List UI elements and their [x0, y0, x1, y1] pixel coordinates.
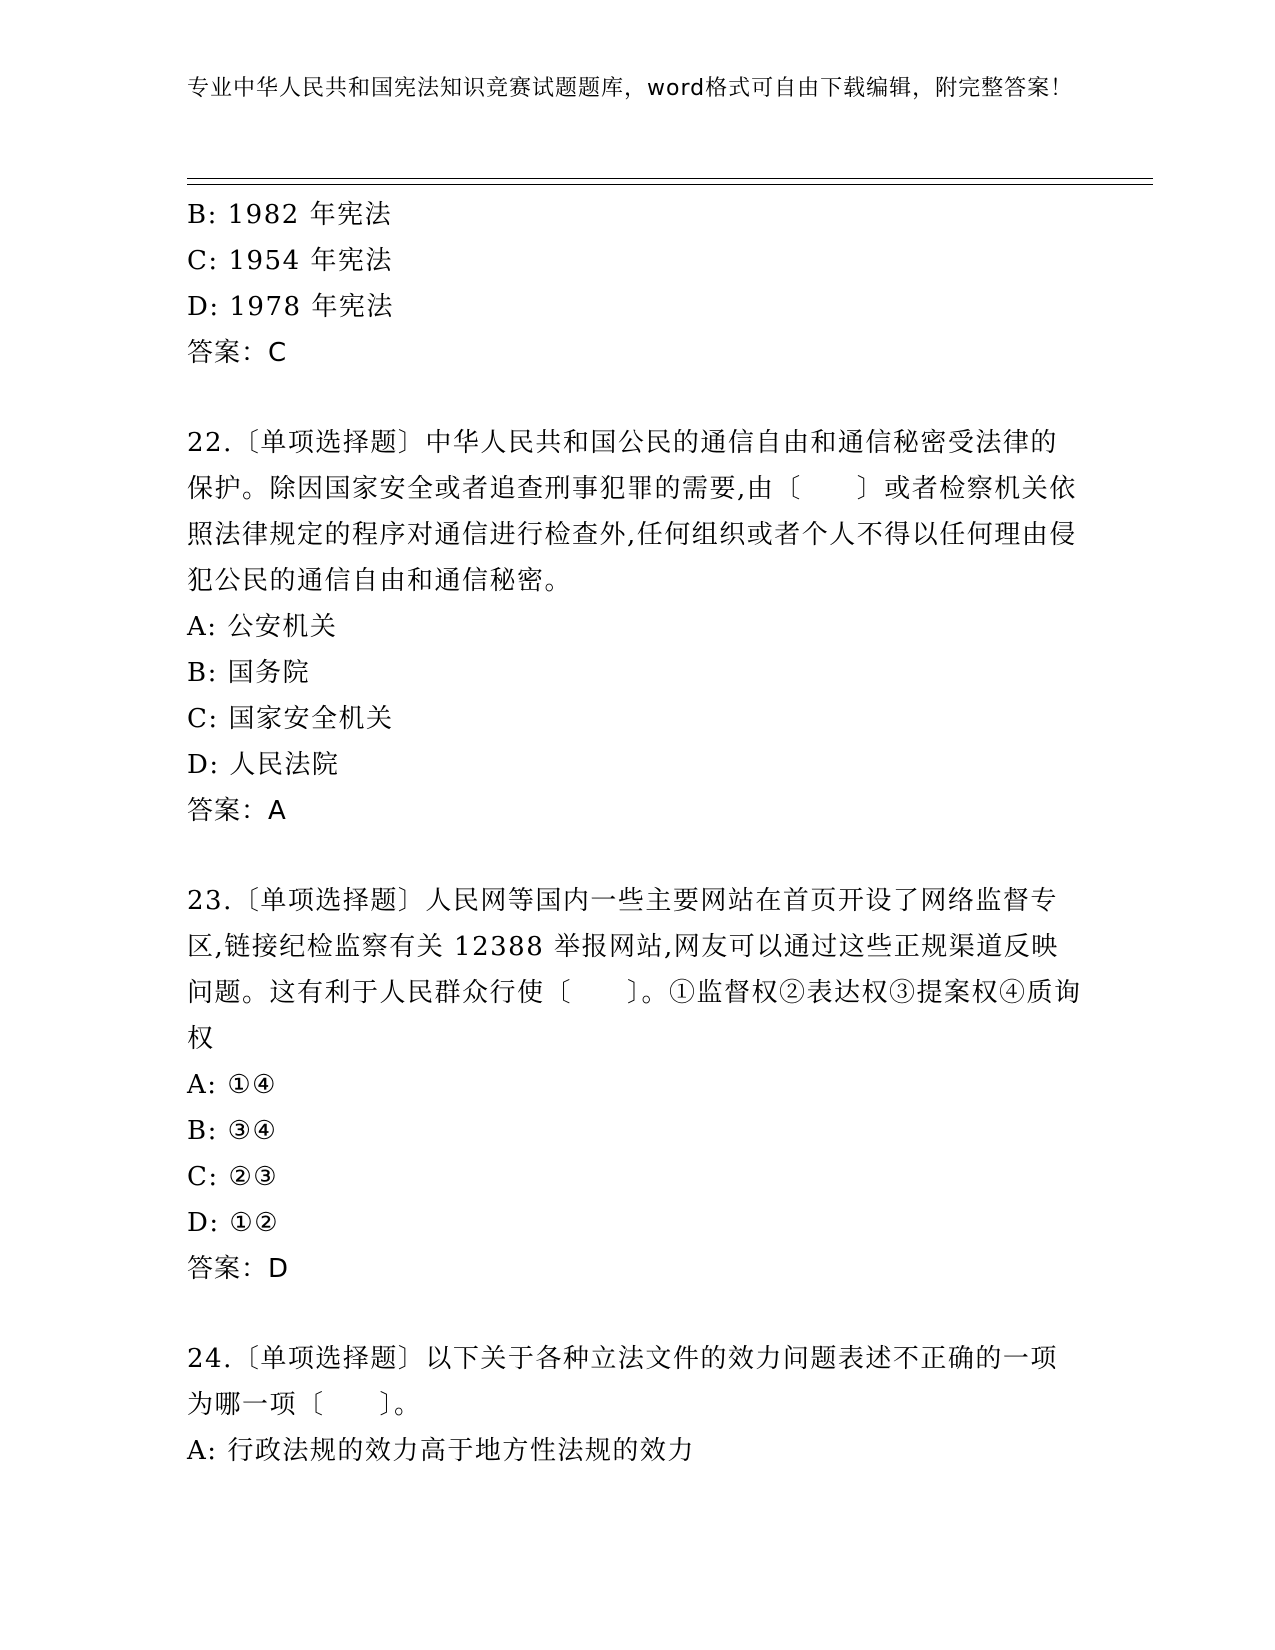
option-b: B: ③④ [187, 1116, 278, 1146]
option-b: B: 国务院 [187, 658, 311, 688]
question-type: 〔单项选择题〕 [232, 1344, 426, 1374]
answer-line: 答案：C [187, 338, 288, 368]
question-type: 〔单项选择题〕 [232, 886, 426, 916]
question-23 [187, 878, 1087, 1292]
question-number: 22. [187, 428, 233, 458]
question-number: 24. [187, 1344, 233, 1374]
option-c: C: ②③ [187, 1162, 279, 1192]
header-title: 专业中华人民共和国宪法知识竞赛试题题库，word格式可自由下载编辑，附完整答案！ [187, 76, 1074, 101]
option-a: A: 行政法规的效力高于地方性法规的效力 [187, 1436, 695, 1466]
option-c: C: 国家安全机关 [187, 704, 394, 734]
document-body [187, 192, 1087, 1474]
option-c: C: 1954 年宪法 [187, 246, 393, 276]
option-b: B: 1982 年宪法 [187, 200, 393, 230]
question-number: 23. [187, 886, 233, 916]
question-text: 中华人民共和国公民的通信自由和通信秘密受法律的保护。除因国家安全或者追查刑事犯罪的需要,由〔 〕或者检察机关依照法律规定的程序对通信进行检查外,任何组织或者个人不得以任何理由侵犯公民的通信自由和通信秘密。 [187, 428, 1077, 596]
header-rule-top [187, 178, 1153, 179]
question-24 [187, 1336, 1087, 1474]
question-type: 〔单项选择题〕 [232, 428, 426, 458]
option-d: D: 人民法院 [187, 750, 340, 780]
answer-line: 答案：A [187, 796, 287, 826]
option-d: D: 1978 年宪法 [187, 292, 394, 322]
question-stem [187, 420, 1082, 604]
question-21-options [187, 192, 1087, 376]
header-rule-bottom [187, 184, 1153, 185]
question-stem [187, 878, 1082, 1062]
question-22 [187, 420, 1087, 834]
document-header [187, 72, 1077, 106]
question-stem [187, 1336, 1082, 1428]
option-d: D: ①② [187, 1208, 280, 1238]
answer-line: 答案：D [187, 1254, 290, 1284]
question-text: 人民网等国内一些主要网站在首页开设了网络监督专区,链接纪检监察有关 12388 举报网站,网友可以通过这些正规渠道反映问题。这有利于人民群众行使〔 〕。①监督权②表达权③提案权④质询权 [187, 886, 1082, 1054]
question-text: 以下关于各种立法文件的效力问题表述不正确的一项为哪一项〔 〕。 [187, 1344, 1058, 1420]
option-a: A: ①④ [187, 1070, 277, 1100]
option-a: A: 公安机关 [187, 612, 338, 642]
